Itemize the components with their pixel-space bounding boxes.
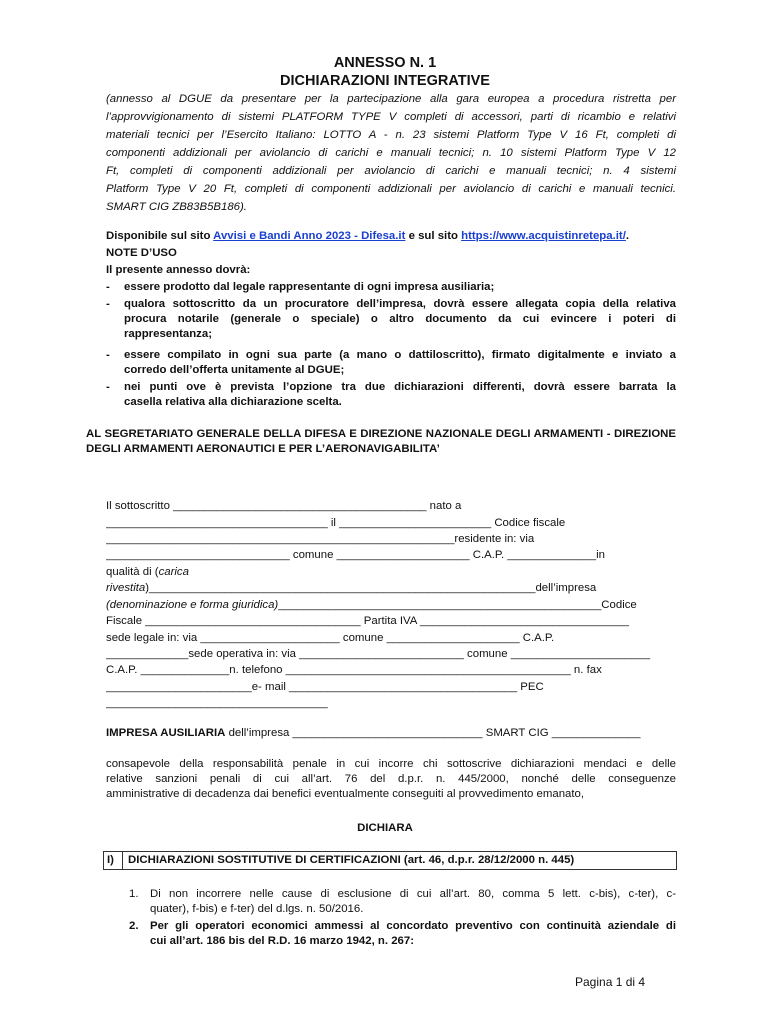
awareness-paragraph: consapevole della responsabilità penale in cui incorre chi sottoscrive dichiarazioni mendaci e delle relative sanzioni penali di cui all’art. 76 del d.p.r. n. 445/2000, nonché delle conseguenze amministrative di decadenza dai benefici eventualmente conseguiti al provvedimento emanato,	[106, 758, 676, 800]
intro-line: Platform Type V 20 Ft, completi di componenti addizionali per aviolancio di carichi e manuali tecnici.	[106, 183, 676, 195]
intro-line: Ft, completi di componenti addizionali per aviolancio di carichi e manuali tecnici; n. 4 sistemi	[106, 165, 676, 177]
usage-dash: -	[106, 298, 110, 310]
availability-line	[106, 230, 629, 242]
point-text: Di non incorrere nelle cause di esclusione di cui all’art. 80, comma 5 lett. c-bis), c-ter), c- quater), f-bis) e f-ter) del d.lgs. n. 50/2016.	[150, 888, 676, 915]
section-number: I)	[107, 854, 114, 866]
annex-subtitle: DICHIARAZIONI INTEGRATIVE	[280, 73, 490, 89]
section-title: DICHIARAZIONI SOSTITUTIVE DI CERTIFICAZIONI (art. 46, d.p.r. 28/12/2000 n. 445)	[128, 854, 575, 866]
availability-middle: e sul sito	[405, 230, 462, 242]
usage-dash: -	[106, 381, 110, 393]
point-number: 2.	[129, 920, 139, 932]
form-phone[interactable]: C.A.P. ______________n. telefono _____________________________________________ n. fax	[106, 664, 602, 676]
annex-title: ANNESSO N. 1	[333, 55, 437, 71]
intro-line: SMART CIG ZB83B5B186).	[106, 201, 247, 213]
point-text: Per gli operatori economici ammessi al concordato preventivo con continuità aziendale di cui all’art. 186 bis del R.D. 16 marzo 1942, n. 267:	[150, 920, 676, 947]
auxiliary-label: IMPRESA AUSILIARIA	[106, 727, 226, 739]
form-signer[interactable]: Il sottoscritto ________________________________________ nato a	[106, 500, 462, 512]
usage-dash: -	[106, 349, 110, 361]
addressee: AL SEGRETARIATO GENERALE DELLA DIFESA E DIREZIONE NAZIONALE DEGLI ARMAMENTI - DIREZIONE DEGLI ARMAMENTI AERONAUTICI E PER L’AERONAVIGABILITA’	[86, 428, 676, 455]
point-number: 1.	[129, 888, 139, 900]
usage-heading: NOTE D’USO	[106, 247, 177, 259]
usage-item: essere prodotto dal legale rappresentante di ogni impresa ausiliaria;	[124, 281, 495, 293]
form-pec[interactable]: ___________________________________	[106, 697, 328, 709]
usage-item: qualora sottoscritto da un procuratore dell’impresa, dovrà essere allegata copia della relativa procura notarile (generale o speciale) o altro documento da cui evincere i poteri di rappresentanza;	[124, 298, 676, 340]
usage-item: nei punti ove è prevista l’opzione tra due dichiarazioni differenti, dovrà essere barrata la casella relativa alla dichiarazione scelta.	[124, 381, 676, 408]
form-legal-form[interactable]: (denominazione e forma giuridica)___________________________________________________Codice	[106, 599, 637, 611]
usage-dash: -	[106, 281, 110, 293]
intro-line: l’approvvigionamento di sistemi PLATFORM TYPE V completi di accessori, parti di ricambio e relativi	[106, 111, 676, 123]
availability-prefix: Disponibile sul sito	[106, 230, 214, 242]
section-divider	[122, 852, 123, 869]
difesa-link[interactable]: Avvisi e Bandi Anno 2023 - Difesa.it	[213, 230, 406, 242]
intro-paragraph	[106, 90, 676, 216]
form-email[interactable]: _______________________e- mail ____________________________________ PEC	[106, 681, 544, 693]
form-role[interactable]: qualità di (carica	[106, 566, 189, 578]
page-number: Pagina 1 di 4	[575, 975, 646, 989]
form-tax-vat[interactable]: Fiscale __________________________________ Partita IVA _________________________________	[106, 615, 629, 627]
form-operating-seat[interactable]: _____________sede operativa in: via __________________________ comune ______________________	[106, 648, 651, 660]
form-municipality[interactable]: _____________________________ comune _____________________ C.A.P. ______________in	[106, 549, 605, 561]
usage-intro: Il presente annesso dovrà:	[106, 264, 251, 276]
availability-suffix: .	[625, 230, 630, 242]
usage-item: essere compilato in ogni sua parte (a mano o dattiloscritto), firmato digitalmente e inviato a corredo dell’offerta unitamente al DGUE;	[124, 349, 676, 376]
auxiliary-line[interactable]: IMPRESA AUSILIARIA dell’impresa ______________________________ SMART CIG ______________	[106, 727, 641, 739]
intro-line: (annesso al DGUE da presentare per la partecipazione alla gara europea a procedura ristretta per	[106, 93, 676, 105]
form-company[interactable]: rivestita)_____________________________________________________________dell’impresa	[106, 582, 597, 594]
form-residence[interactable]: _______________________________________________________residente in: via	[106, 533, 535, 545]
intro-line: componenti addizionali per aviolancio di carichi e manuali tecnici; n. 10 sistemi Platform Type V 12	[106, 147, 676, 159]
declare-heading: DICHIARA	[357, 822, 413, 834]
acquistinrete-link[interactable]: https://www.acquistinretepa.it/	[461, 230, 626, 242]
form-legal-seat[interactable]: sede legale in: via ______________________ comune _____________________ C.A.P.	[106, 632, 555, 644]
intro-line: materiali tecnici per l’Esercito Italiano: LOTTO A - n. 23 sistemi Platform Type V 16 Ft, completi di	[106, 129, 676, 141]
form-birth[interactable]: ___________________________________ il ________________________ Codice fiscale	[106, 517, 566, 529]
